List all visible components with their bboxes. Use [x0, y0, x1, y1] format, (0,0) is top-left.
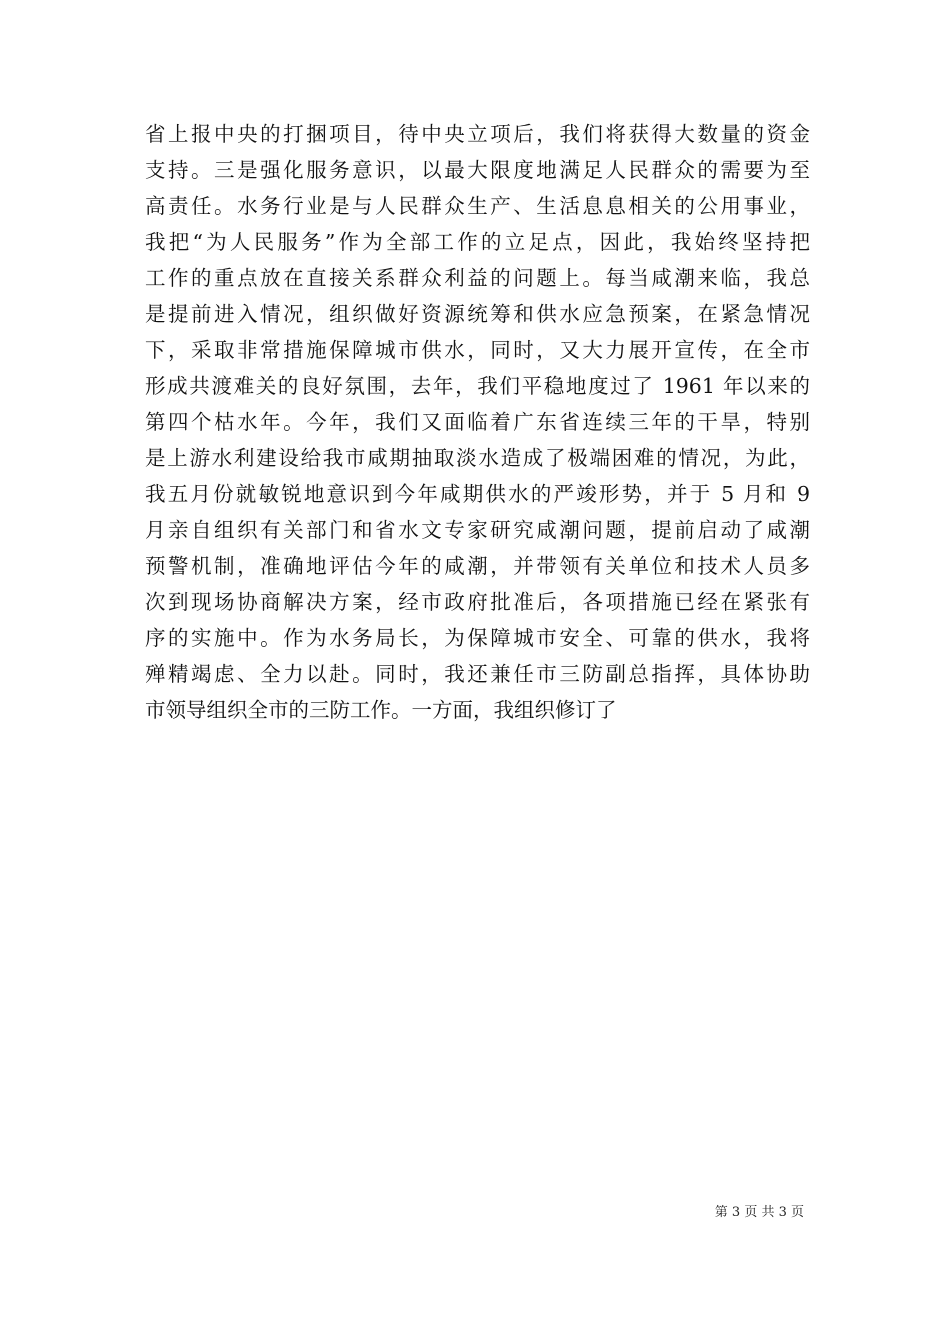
text-line: 我五月份就敏锐地意识到今年咸期供水的严竣形势，并于 5 月和 9 [145, 482, 810, 506]
text-line: 次到现场协商解决方案，经市政府批准后，各项措施已经在紧张有 [145, 590, 810, 614]
text-line: 工作的重点放在直接关系群众利益的问题上。每当咸潮来临，我总 [145, 266, 810, 290]
text-line: 形成共渡难关的良好氛围，去年，我们平稳地度过了 1961 年以来的 [145, 374, 810, 398]
text-line: 市领导组织全市的三防工作。一方面，我组织修订了 [145, 698, 617, 722]
text-line: 第四个枯水年。今年，我们又面临着广东省连续三年的干旱，特别 [145, 410, 810, 434]
text-line: 序的实施中。作为水务局长，为保障城市安全、可靠的供水，我将 [145, 626, 810, 650]
text-line: 殚精竭虑、全力以赴。同时，我还兼任市三防副总指挥，具体协助 [145, 662, 810, 686]
text-line: 高责任。水务行业是与人民群众生产、生活息息相关的公用事业， [145, 194, 810, 218]
body-paragraph [145, 116, 810, 728]
text-line: 是提前进入情况，组织做好资源统筹和供水应急预案，在紧急情况 [145, 302, 810, 326]
text-line: 支持。三是强化服务意识，以最大限度地满足人民群众的需要为至 [145, 158, 810, 182]
text-line: 预警机制，准确地评估今年的咸潮，并带领有关单位和技术人员多 [145, 554, 810, 578]
text-line: 月亲自组织有关部门和省水文专家研究咸潮问题，提前启动了咸潮 [145, 518, 810, 542]
text-line: 是上游水利建设给我市咸期抽取淡水造成了极端困难的情况，为此， [145, 446, 810, 470]
text-line: 省上报中央的打捆项目，待中央立项后，我们将获得大数量的资金 [145, 122, 810, 146]
text-line: 下，采取非常措施保障城市供水，同时，又大力展开宣传，在全市 [145, 338, 810, 362]
page-number-footer: 第 3 页 共 3 页 [714, 1205, 804, 1220]
text-line: 我把“为人民服务”作为全部工作的立足点，因此，我始终坚持把 [145, 230, 810, 254]
